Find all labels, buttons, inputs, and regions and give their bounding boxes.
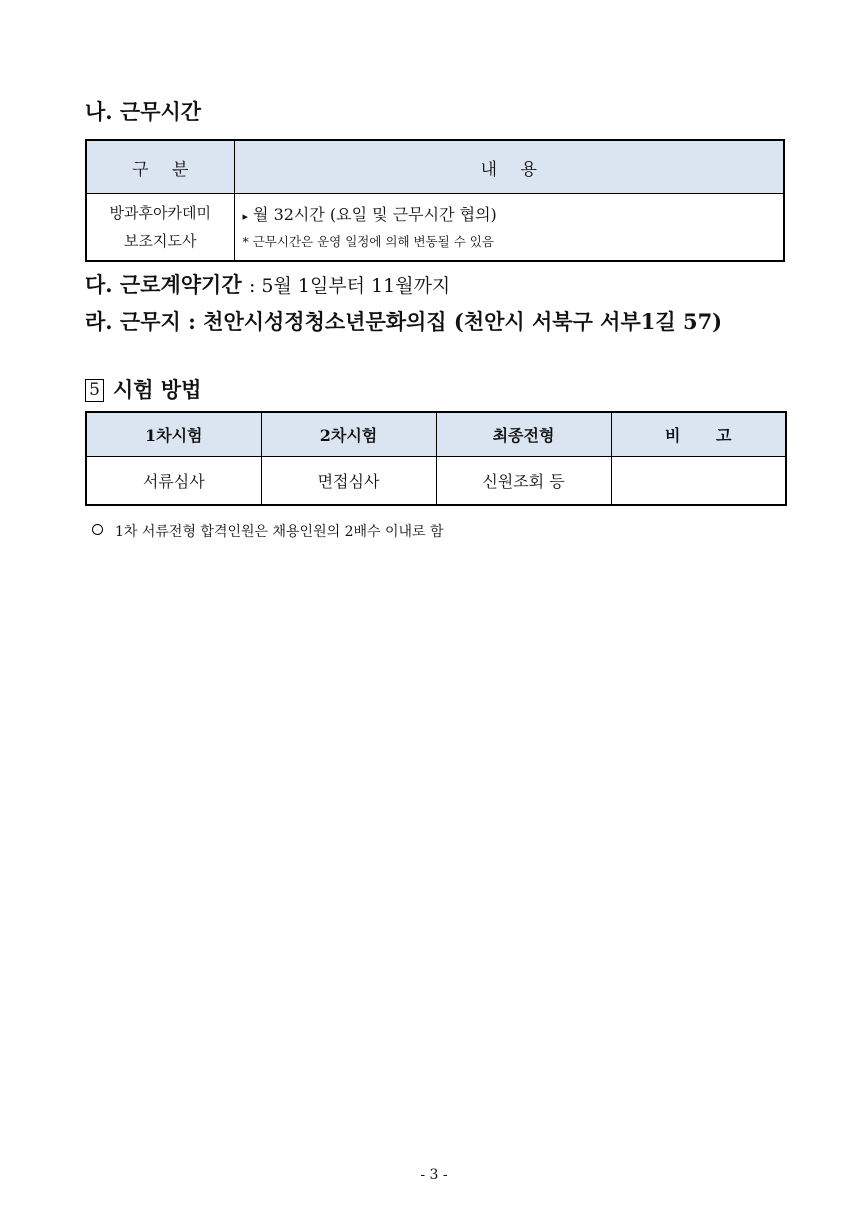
exam-method-heading: [85, 376, 201, 404]
category-cell: [86, 194, 234, 262]
second-exam-cell: 면접심사: [261, 457, 436, 506]
work-hours-heading: 나. 근무시간: [85, 99, 202, 124]
content-cell: [234, 194, 784, 262]
exam-method-table: [85, 411, 787, 506]
page-number: - 3 -: [420, 1167, 448, 1183]
header-first-exam: 1차시험: [86, 412, 261, 457]
contract-period-line: [85, 271, 450, 300]
workplace-line: [85, 308, 722, 336]
contract-period-value: : 5월 1일부터 11월까지: [248, 275, 451, 297]
exam-row: [86, 457, 786, 506]
header-final-screening: 최종전형: [436, 412, 611, 457]
header-second-exam: 2차시험: [261, 412, 436, 457]
work-hours-table: [85, 139, 785, 262]
contract-period-label: 다. 근로계약기간: [85, 272, 242, 297]
header-remarks: 비 고: [611, 412, 786, 457]
final-screening-cell: 신원조회 등: [436, 457, 611, 506]
triangle-bullet-icon: ▸: [242, 210, 249, 223]
exam-header-row: [86, 412, 786, 457]
exam-note: [92, 522, 444, 542]
header-category: 구 분: [86, 140, 234, 194]
workplace-label: 라. 근무지: [85, 309, 181, 334]
exam-note-text: 1차 서류전형 합격인원은 채용인원의 2배수 이내로 함: [115, 524, 444, 540]
work-hours-header-row: [86, 140, 784, 194]
exam-method-title: 시험 방법: [113, 377, 202, 402]
content-main-line: [243, 201, 784, 231]
header-content: 내 용: [234, 140, 784, 194]
content-main-text: 월 32시간 (요일 및 근무시간 협의): [253, 205, 497, 224]
workplace-value: : 천안시성정청소년문화의집 (천안시 서북구 서부1길 57): [188, 309, 723, 334]
first-exam-cell: 서류심사: [86, 457, 261, 506]
remarks-cell: [611, 457, 786, 506]
section-number-box: 5: [85, 379, 104, 402]
category-line2: 보조지도사: [124, 232, 197, 250]
category-line1: 방과후아카데미: [109, 204, 211, 222]
work-hours-row: [86, 194, 784, 262]
circle-bullet-icon: [92, 524, 103, 535]
content-note: * 근무시간은 운영 일정에 의해 변동될 수 있음: [242, 234, 494, 249]
